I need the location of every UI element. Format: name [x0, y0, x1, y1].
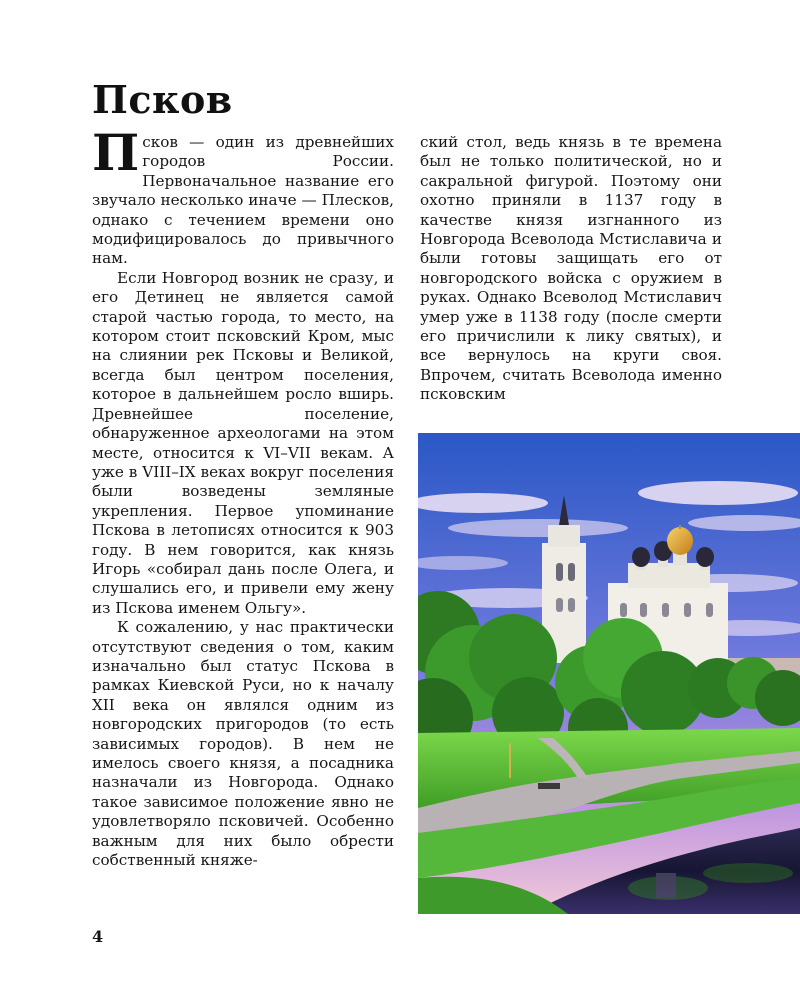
- page-title: Псков: [92, 77, 233, 122]
- paragraph-status: К сожалению, у нас практически отсутствуют сведения о том, каким изначально был статус Пскова в рамках Киевской Руси, но к началу XII века он являлся одним из новгородских пригородов (то есть зависимых городов). В нем не имелось своего князя, а посадника назначали из Новгорода. Однако такое зависимое положение явно не удовлетворяло псковичей. Особенно важным для них было обрести собственный княже-: [92, 618, 394, 870]
- bench: [538, 783, 560, 789]
- paragraph-intro: [92, 123, 394, 269]
- text-column-right: [420, 133, 722, 405]
- paragraph-continuation: ский стол, ведь князь в те времена был не только политической, но и сакральной фигурой. Поэтому они охотно приняли в 1137 году в качестве князя изгнанного из Новгорода Всеволода Мстиславича и были готовы защищать его от новгородского войска с оружием в руках. Однако Всеволод Мстиславич умер уже в 1138 году (после смерти его причислили к лику святых), и все вернулось на круги своя. Впрочем, считать Всеволода именно псковским: [420, 133, 722, 404]
- text-column-left: [92, 123, 394, 870]
- paragraph-intro-text: сков — один из древнейших городов России. Первоначальное название его звучало несколько иначе — Плесков, однако с течением времени оно модифицировалось до привычного нам.: [92, 133, 394, 268]
- drop-cap: П: [92, 123, 140, 182]
- paragraph-history: Если Новгород возник не сразу, и его Детинец не является самой старой частью города, то место, на котором стоит псковский Кром, мыс на слиянии рек Псковы и Великой, всегда был центром поселения, которое в дальнейшем росло вширь. Древнейшее поселение, обнаруженное археологами на этом месте, относится к VI–VII векам. А уже в VIII–IX веках вокруг поселения были возведены земляные укрепления. Первое упоминание Пскова в летописях относится к 903 году. В нем говорится, как князь Игорь «собирал дань после Олега, и слушались его, и привели ему жену из Пскова именем Ольгу».: [92, 268, 394, 617]
- pskov-kremlin-photo: [418, 433, 800, 914]
- page-number: 4: [92, 927, 104, 946]
